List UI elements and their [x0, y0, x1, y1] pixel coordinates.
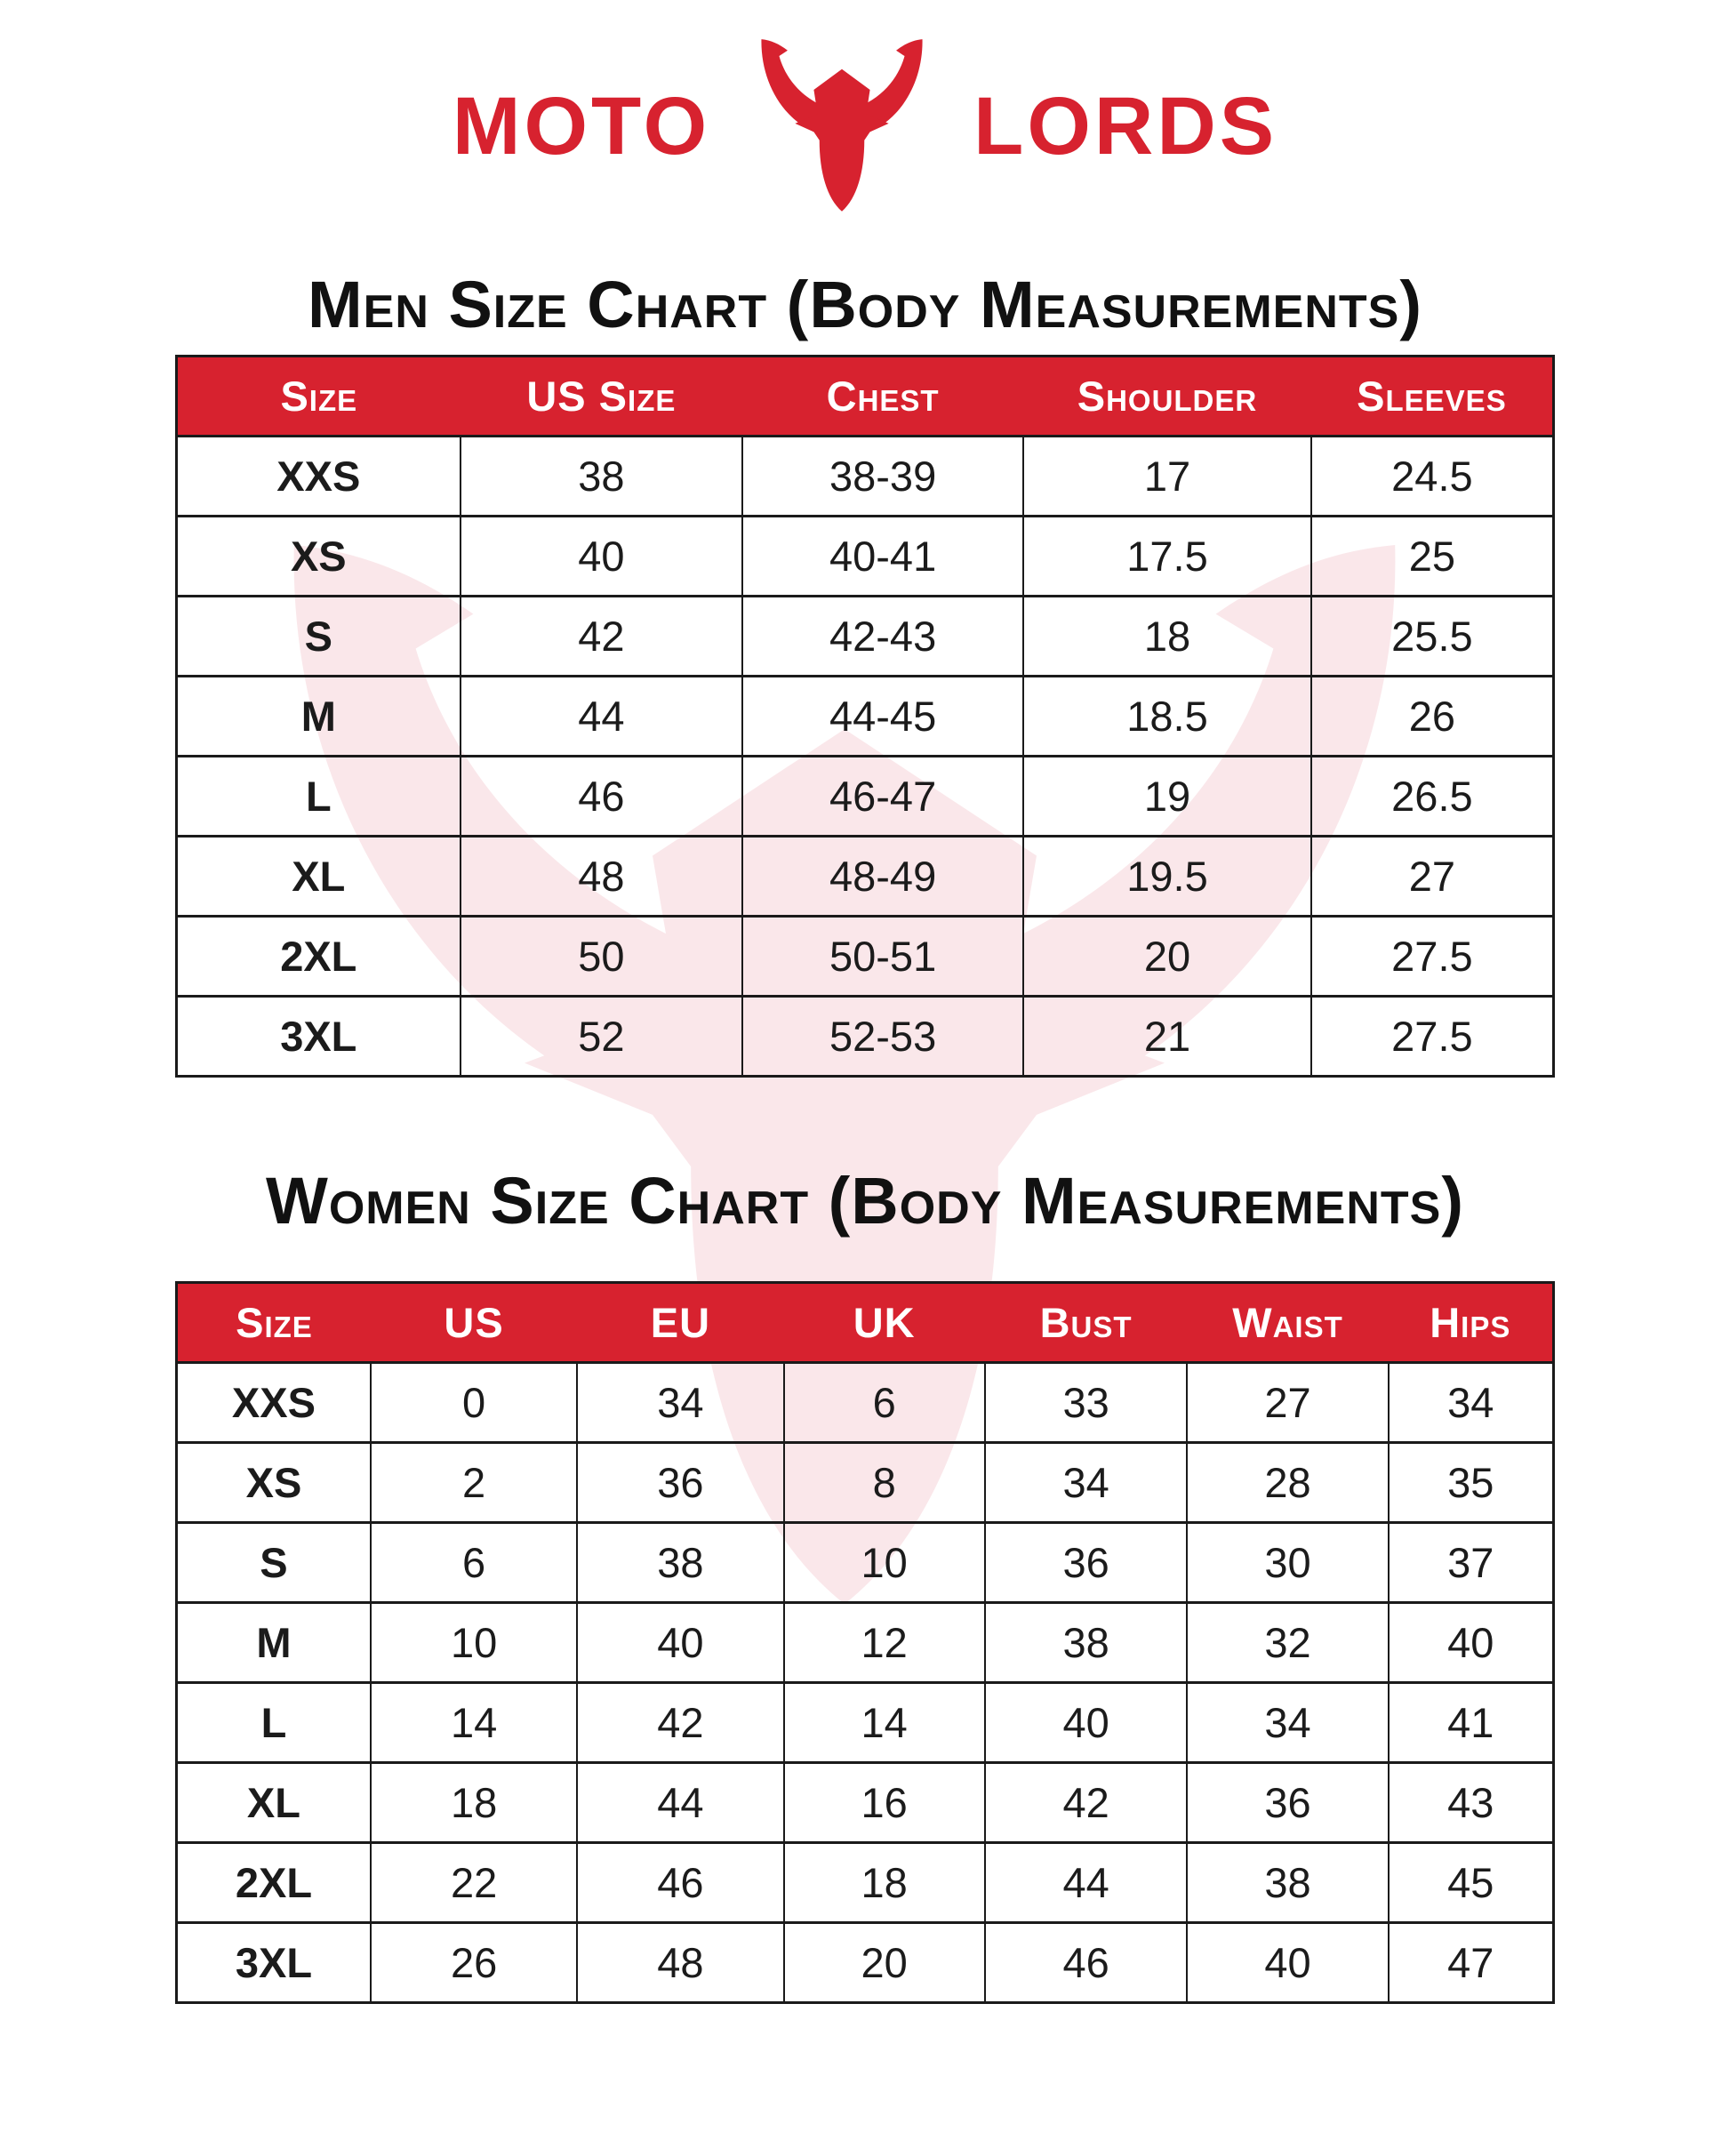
table-row	[177, 1763, 1554, 1843]
value-cell: 52	[461, 997, 743, 1077]
value-cell: 6	[371, 1523, 577, 1603]
value-cell: 44	[577, 1763, 783, 1843]
value-cell: 46	[985, 1923, 1188, 2003]
value-cell: 46	[577, 1843, 783, 1923]
column-header: EU	[577, 1283, 783, 1363]
size-label-cell: L	[177, 1683, 371, 1763]
column-header: Bust	[985, 1283, 1188, 1363]
value-cell: 38	[461, 437, 743, 517]
logo-text-moto: MOTO	[452, 81, 711, 172]
value-cell: 42-43	[742, 597, 1023, 677]
value-cell: 24.5	[1311, 437, 1554, 517]
column-header: Chest	[742, 357, 1023, 437]
table-row	[177, 517, 1554, 597]
size-label-cell: XXS	[177, 1363, 371, 1443]
size-label-cell: 3XL	[177, 1923, 371, 2003]
table-row	[177, 1443, 1554, 1523]
value-cell: 18	[784, 1843, 985, 1923]
value-cell: 21	[1023, 997, 1311, 1077]
column-header: US Size	[461, 357, 743, 437]
logo-text-lords: LORDS	[973, 81, 1278, 172]
column-header: Size	[177, 1283, 371, 1363]
size-label-cell: M	[177, 677, 461, 757]
value-cell: 34	[985, 1443, 1188, 1523]
size-label-cell: M	[177, 1603, 371, 1683]
value-cell: 33	[985, 1363, 1188, 1443]
value-cell: 47	[1389, 1923, 1554, 2003]
value-cell: 36	[985, 1523, 1188, 1603]
table-row	[177, 677, 1554, 757]
value-cell: 14	[371, 1683, 577, 1763]
value-cell: 27	[1187, 1363, 1388, 1443]
value-cell: 46	[461, 757, 743, 837]
value-cell: 44-45	[742, 677, 1023, 757]
value-cell: 26	[371, 1923, 577, 2003]
value-cell: 27.5	[1311, 917, 1554, 997]
size-label-cell: 2XL	[177, 917, 461, 997]
size-label-cell: XS	[177, 1443, 371, 1523]
table-row	[177, 1683, 1554, 1763]
value-cell: 38	[577, 1523, 783, 1603]
value-cell: 32	[1187, 1603, 1388, 1683]
value-cell: 42	[577, 1683, 783, 1763]
table-row	[177, 1843, 1554, 1923]
value-cell: 40	[461, 517, 743, 597]
value-cell: 19.5	[1023, 837, 1311, 917]
men-size-table	[175, 355, 1555, 1078]
value-cell: 18	[1023, 597, 1311, 677]
size-label-cell: L	[177, 757, 461, 837]
size-label-cell: XL	[177, 837, 461, 917]
column-header: Hips	[1389, 1283, 1554, 1363]
value-cell: 46-47	[742, 757, 1023, 837]
value-cell: 26	[1311, 677, 1554, 757]
size-label-cell: S	[177, 597, 461, 677]
header-row	[177, 357, 1554, 437]
table-row	[177, 1523, 1554, 1603]
value-cell: 38-39	[742, 437, 1023, 517]
header-row	[177, 1283, 1554, 1363]
size-label-cell: 3XL	[177, 997, 461, 1077]
value-cell: 2	[371, 1443, 577, 1523]
size-label-cell: S	[177, 1523, 371, 1603]
value-cell: 42	[461, 597, 743, 677]
bull-head-icon	[748, 37, 936, 215]
column-header: Shoulder	[1023, 357, 1311, 437]
column-header: US	[371, 1283, 577, 1363]
value-cell: 34	[1389, 1363, 1554, 1443]
value-cell: 35	[1389, 1443, 1554, 1523]
size-label-cell: XS	[177, 517, 461, 597]
value-cell: 40	[1187, 1923, 1388, 2003]
value-cell: 0	[371, 1363, 577, 1443]
table-row	[177, 437, 1554, 517]
value-cell: 18.5	[1023, 677, 1311, 757]
table-row	[177, 837, 1554, 917]
value-cell: 45	[1389, 1843, 1554, 1923]
value-cell: 44	[985, 1843, 1188, 1923]
value-cell: 37	[1389, 1523, 1554, 1603]
value-cell: 10	[371, 1603, 577, 1683]
value-cell: 40	[577, 1603, 783, 1683]
value-cell: 8	[784, 1443, 985, 1523]
value-cell: 50-51	[742, 917, 1023, 997]
men-chart-title: Men Size Chart (Body Measurements)	[308, 268, 1422, 341]
value-cell: 48-49	[742, 837, 1023, 917]
table-row	[177, 597, 1554, 677]
column-header: Size	[177, 357, 461, 437]
value-cell: 27	[1311, 837, 1554, 917]
value-cell: 20	[784, 1923, 985, 2003]
value-cell: 14	[784, 1683, 985, 1763]
table-row	[177, 757, 1554, 837]
women-chart-title: Women Size Chart (Body Measurements)	[266, 1164, 1464, 1238]
value-cell: 10	[784, 1523, 985, 1603]
value-cell: 40	[1389, 1603, 1554, 1683]
table-row	[177, 1923, 1554, 2003]
value-cell: 48	[577, 1923, 783, 2003]
value-cell: 34	[577, 1363, 783, 1443]
column-header: Sleeves	[1311, 357, 1554, 437]
table-row	[177, 997, 1554, 1077]
size-label-cell: XXS	[177, 437, 461, 517]
size-label-cell: XL	[177, 1763, 371, 1843]
value-cell: 43	[1389, 1763, 1554, 1843]
column-header: Waist	[1187, 1283, 1388, 1363]
value-cell: 6	[784, 1363, 985, 1443]
value-cell: 27.5	[1311, 997, 1554, 1077]
value-cell: 36	[577, 1443, 783, 1523]
value-cell: 40	[985, 1683, 1188, 1763]
value-cell: 25	[1311, 517, 1554, 597]
value-cell: 48	[461, 837, 743, 917]
value-cell: 30	[1187, 1523, 1388, 1603]
value-cell: 17	[1023, 437, 1311, 517]
value-cell: 19	[1023, 757, 1311, 837]
brand-logo	[0, 0, 1730, 215]
value-cell: 22	[371, 1843, 577, 1923]
value-cell: 26.5	[1311, 757, 1554, 837]
table-row	[177, 1603, 1554, 1683]
value-cell: 20	[1023, 917, 1311, 997]
value-cell: 38	[1187, 1843, 1388, 1923]
value-cell: 40-41	[742, 517, 1023, 597]
value-cell: 42	[985, 1763, 1188, 1843]
women-size-table	[175, 1281, 1555, 2004]
value-cell: 17.5	[1023, 517, 1311, 597]
value-cell: 18	[371, 1763, 577, 1843]
value-cell: 12	[784, 1603, 985, 1683]
table-row	[177, 917, 1554, 997]
value-cell: 41	[1389, 1683, 1554, 1763]
value-cell: 50	[461, 917, 743, 997]
value-cell: 52-53	[742, 997, 1023, 1077]
value-cell: 25.5	[1311, 597, 1554, 677]
table-row	[177, 1363, 1554, 1443]
column-header: UK	[784, 1283, 985, 1363]
value-cell: 16	[784, 1763, 985, 1843]
value-cell: 44	[461, 677, 743, 757]
size-label-cell: 2XL	[177, 1843, 371, 1923]
value-cell: 36	[1187, 1763, 1388, 1843]
value-cell: 34	[1187, 1683, 1388, 1763]
value-cell: 28	[1187, 1443, 1388, 1523]
value-cell: 38	[985, 1603, 1188, 1683]
